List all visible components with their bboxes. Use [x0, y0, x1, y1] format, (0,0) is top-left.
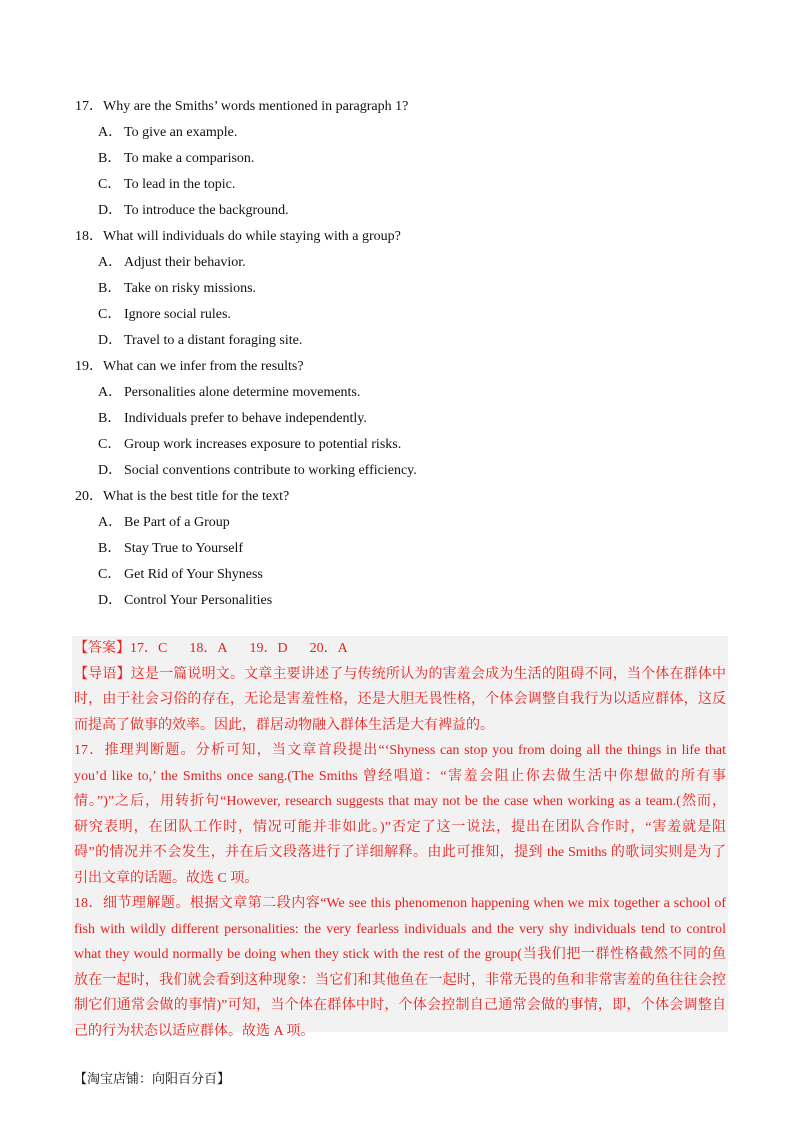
answer-option — [75, 406, 735, 432]
option-text: To make a comparison. — [124, 151, 255, 166]
option-text: Adjust their behavior. — [124, 255, 246, 270]
explanation-line: 而提高了做事的效率。因此，群居动物融入群体生活是大有裨益的。 — [74, 717, 494, 733]
option-letter: C． — [98, 177, 122, 192]
explanation-line: 放在一起时，我们就会看到这种现象：当它们和其他鱼在一起时，非常无畏的鱼和非常害羞的鱼往往会控 — [74, 972, 726, 988]
footer-shop-label: 【淘宝店铺：向阳百分百】 — [74, 1072, 231, 1087]
answer-option — [75, 458, 735, 484]
option-text: To lead in the topic. — [124, 177, 236, 192]
answer-option — [75, 536, 735, 562]
option-letter: B． — [98, 411, 122, 426]
option-letter: C． — [98, 567, 122, 582]
option-letter: A． — [98, 255, 123, 270]
question-stem: 20．What is the best title for the text? — [75, 489, 290, 504]
option-letter: A． — [98, 515, 123, 530]
explanation-line: 己的行为状态以适应群体。故选 A 项。 — [74, 1023, 315, 1039]
explanation-line: 17．推理判断题。分析可知，当文章首段提出“‘Shyness can stop you from doing all the things in life that — [74, 743, 726, 758]
option-text: Social conventions contribute to working efficiency. — [124, 463, 417, 478]
option-text: Personalities alone determine movements. — [124, 385, 361, 400]
option-text: Travel to a distant foraging site. — [124, 333, 303, 348]
answer-option — [75, 562, 735, 588]
option-text: To give an example. — [124, 125, 238, 140]
explanation-line: 情。”)”之后，用转折句“However, research suggests that may not be the case when working as a team.(然而， — [74, 794, 726, 809]
question-stem: 18．What will individuals do while staying with a group? — [75, 229, 401, 244]
option-text: Ignore social rules. — [124, 307, 231, 322]
explanation-line: 时，由于社会习俗的存在，无论是害羞性格，还是大胆无畏性格，个体会调整自我行为以适应群体，这反 — [74, 692, 726, 707]
option-text: Get Rid of Your Shyness — [124, 567, 263, 582]
explanation-line: 引出文章的话题。故选 C 项。 — [74, 870, 259, 886]
option-text: Individuals prefer to behave independently. — [124, 411, 367, 426]
option-letter: A． — [98, 385, 123, 400]
answer-item: 19．D — [249, 641, 288, 656]
option-letter: A． — [98, 125, 123, 140]
option-letter: B． — [98, 541, 122, 556]
option-text: Take on risky missions. — [124, 281, 257, 296]
answer-option — [75, 380, 735, 406]
explanation-line: 【导语】这是一篇说明文。文章主要讲述了与传统所认为的害羞会成为生活的阻碍不同，当个体在群体中 — [74, 666, 726, 682]
question-stem: 19．What can we infer from the results? — [75, 359, 304, 374]
option-text: To introduce the background. — [124, 203, 289, 218]
explanation-line: 研究表明，在团队工作时，情况可能并非如此。)”否定了这一说法，提出在团队合作时，“害羞就是阻 — [74, 819, 726, 835]
explanation-line: 18．细节理解题。根据文章第二段内容“We see this phenomenon happening when we mix together a school of — [74, 896, 726, 911]
question-stem: 17．Why are the Smiths’ words mentioned in paragraph 1? — [75, 99, 409, 114]
explanation-line: what they would normally be doing when they stick with the rest of the group(当我们把一群性格截然不同的鱼 — [74, 947, 726, 962]
answer-option — [75, 302, 735, 328]
option-letter: D． — [98, 593, 123, 608]
answer-option — [75, 146, 735, 172]
answer-option — [75, 328, 735, 354]
question-list — [75, 94, 735, 614]
answer-label: 【答案】 — [74, 641, 130, 656]
explanation-line: you’d like to,’ the Smiths once sang.(The Smiths 曾经唱道：“害羞会阻止你去做生活中你想做的所有事 — [74, 768, 726, 784]
answer-option — [75, 276, 735, 302]
option-letter: D． — [98, 333, 123, 348]
answer-item: 20．A — [309, 641, 348, 656]
answer-option — [75, 250, 735, 276]
explanation-line: 碍”的情况并不会发生，并在后文段落进行了详细解释。由此可推知，提到 the Smiths 的歌词实则是为了 — [74, 845, 726, 860]
option-letter: B． — [98, 281, 122, 296]
option-letter: D． — [98, 203, 123, 218]
answer-explanation-box — [72, 636, 728, 1039]
answer-row — [74, 636, 726, 662]
option-letter: B． — [98, 151, 122, 166]
option-text: Be Part of a Group — [124, 515, 230, 530]
answer-option — [75, 588, 735, 614]
option-letter: C． — [98, 437, 122, 452]
option-letter: C． — [98, 307, 122, 322]
answer-option — [75, 432, 735, 458]
explanation-line: fish with wildly different personalities: the very fearless individuals and the very shy individuals tend to control — [74, 921, 726, 937]
answer-option — [75, 120, 735, 146]
answer-option — [75, 510, 735, 536]
option-text: Stay True to Yourself — [124, 541, 244, 556]
option-text: Control Your Personalities — [124, 593, 273, 608]
answer-item: 18．A — [189, 641, 228, 656]
explanation-line: 制它们通常会做的事情)”可知，当个体在群体中时，个体会控制自己通常会做的事情，即，个体会调整自 — [74, 998, 726, 1013]
option-text: Group work increases exposure to potential risks. — [124, 437, 402, 452]
answer-option — [75, 172, 735, 198]
answer-option — [75, 198, 735, 224]
answer-item: 17．C — [130, 641, 168, 656]
explanation-text — [74, 662, 726, 1045]
option-letter: D． — [98, 463, 123, 478]
